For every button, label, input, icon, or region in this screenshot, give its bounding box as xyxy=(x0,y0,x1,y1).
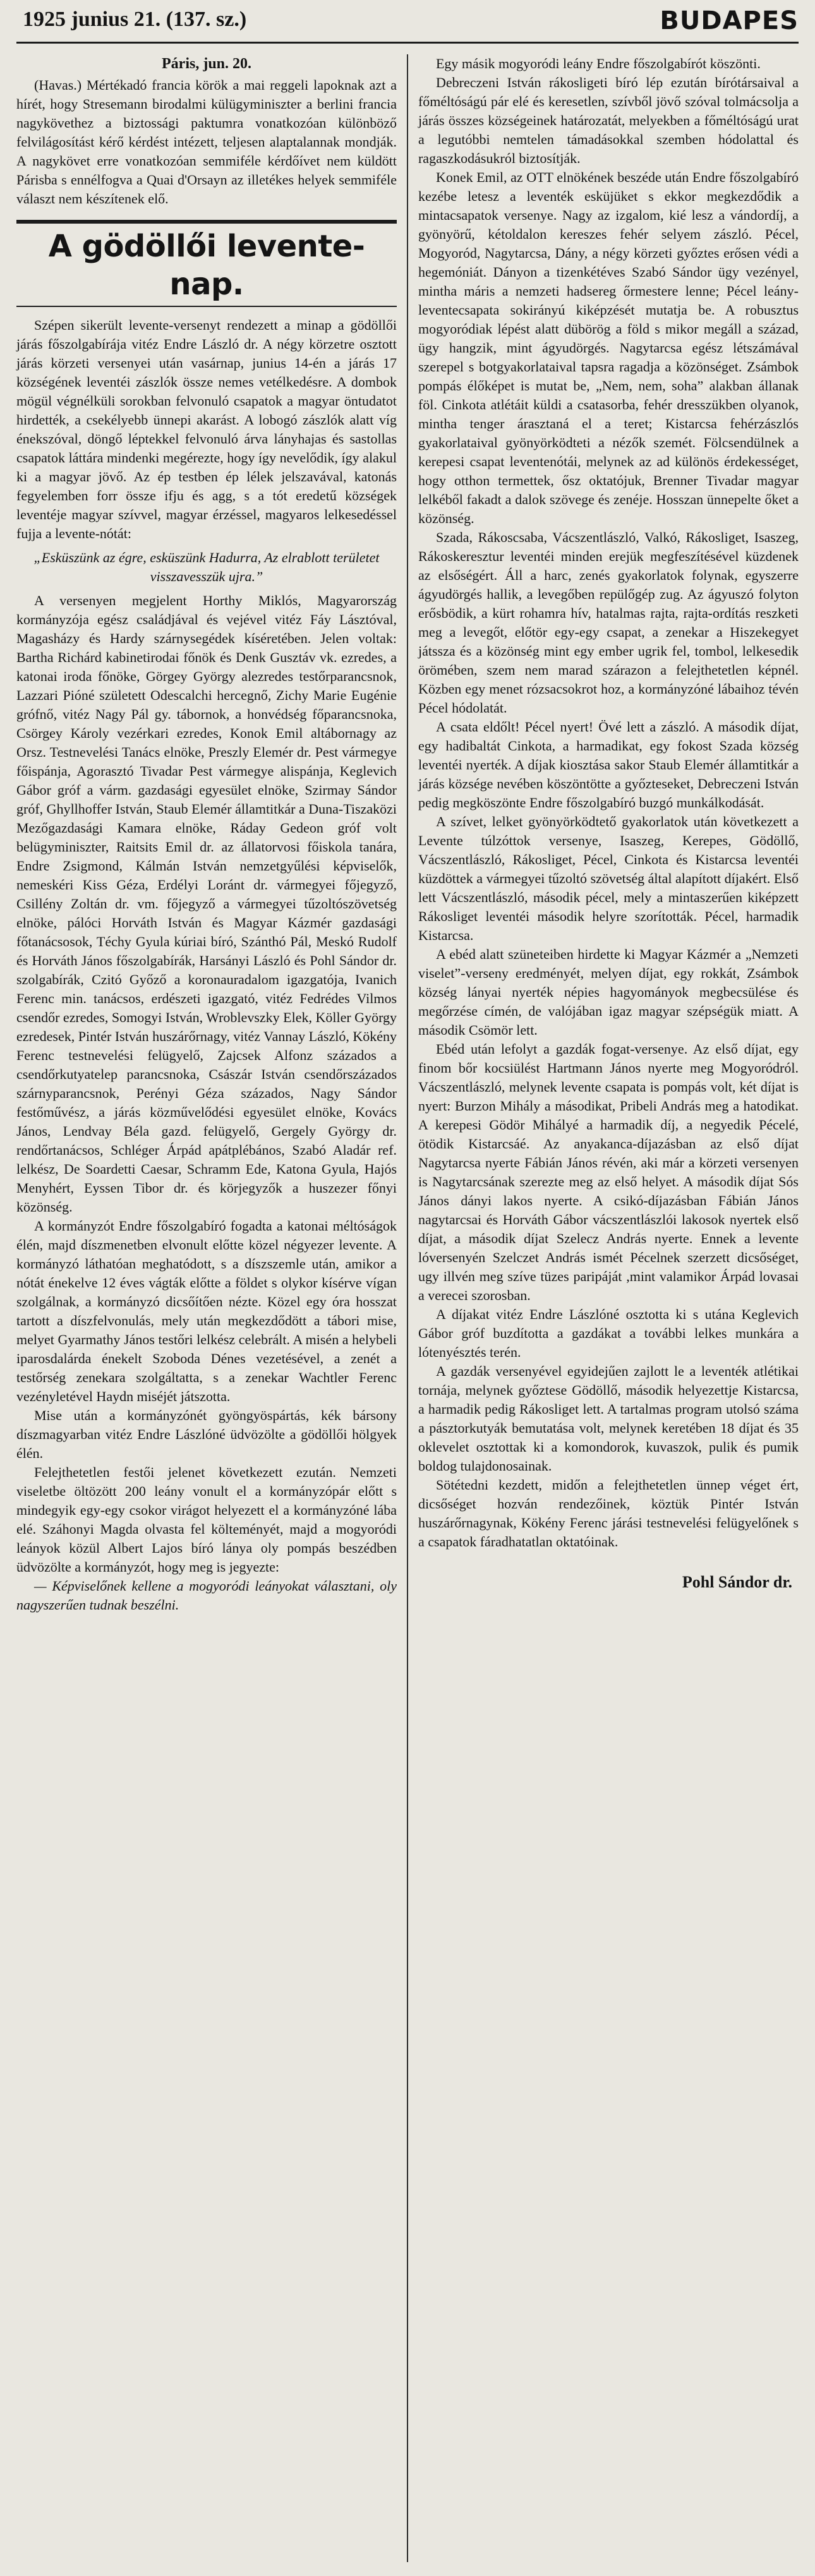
article-columns xyxy=(16,54,799,2562)
article-paragraph-14: Ebéd után lefolyt a gazdák fogat-versenye. Az első díjat, egy finom bőr kocsiülést Hartmann János nyerte meg Mogyoródról. Vácszentlászló, melynek levente csapata is pompás volt, két díjat is nyert: Burzon Mihály a másodikat, Pribeli András meg a hatodikat. A kerepesi Gödör Mihályé a harmadik díj, a negyedik Pécelé, ötödik Kistarcsáé. Az anyakanca-díjazásban az első díjat Nagytarcsa nyerte Fábián János révén, aki már a körzeti versenyen is Nagytarcsának szerezte meg az első helyet. A második díjat Sós János dányi lakos nyerte. A csikó-díjazásban Fábián János nagytarcsai és Horváth Gábor vácszentlászlói lakosok nyertek első díjat, a második díjat Szelecz András nyerte. Ennek a levente lóversenyén Szelczet András ismét Pécelnek szerzett dicsőséget, ugy illvén meg szíve tüzes paripáját ,mint valamikor Árpád lovasai a verecei szorosban. xyxy=(418,1041,799,1303)
article-paragraph-13: A ebéd alatt szüneteiben hirdette ki Magyar Kázmér a „Nemzeti viselet”-verseny eredményét, melyen díjat, egy rokkát, Zsámbok község lányai nyerték népies hagyományok megbecsülése és megőrzése címén, de valójában igaz magyar szépségük miatt. A második Csömör lett. xyxy=(418,946,799,1038)
article-paragraph-3: A kormányzót Endre főszolgabíró fogadta a katonai méltóságok élén, majd díszmenetben elvonult előtte közel négyezer levente. A kormányzó láthatóan meghatódott, s a díszszemle után, amikor a nótát énekelve 12 éves vágták előtte a földet s olykor kísérve vígan szolgálnak, a kormányzó dicsőítően nézte. Közel egy óra hosszat tartott a díszfelvonulás, mely után megkezdődött a tábori mise, melyet Gyarmathy János testőri lelkész celebrált. A misén a helybeli iparosdalárda énekelt Szoboda Dénes vezetésével, a zenét a testőrség zenekara szolgáltatta, s a zenekar Wachtler Ferenc vezényletével Haydn miséjét játszotta. xyxy=(16,1218,397,1404)
left-column xyxy=(16,54,407,2562)
news-dateline: Páris, jun. 20. xyxy=(162,56,252,72)
article-paragraph-7: Egy másik mogyoródi leány Endre főszolgabírót köszönti. xyxy=(435,56,761,71)
article-paragraph-2: A versenyen megjelent Horthy Miklós, Magyarország kormányzója egész családjával és vejével vitéz Fáy Lásztóval, Magasházy és Hardy szárnysegédek kíséretében. Jelen voltak: Bartha Richárd kabinetirodai főnök és Denk Gusztáv vk. ezredes, a katonai iroda főnöke, Görgey György alezredes testőrparancsnok, Lazzari Pióné született Odescalchi hercegnő, Zichy Marie Eugénie grófnő, vitéz Nagy Pál gy. tábornok, a honvédség főparancsnoka, Csörgey Károly vezérkari ezredes, Konok Emil altábornagy az Orsz. Testnevelési Tanács elnöke, Preszly Elemér dr. Pest vármegye főispánja, Agorasztó Tivadar Pest vármegye alispánja, Keglevich Gábor gróf a várm. gazdasági egyesület elnöke, Szirmay Sándor gróf, Ghyllhoffer István, Staub Elemér államtitkár a Duna-Tiszaközi Mezőgazdasági Kamara elnöke, Ráday Gedeon gróf volt belügyminiszter, Raitsits Emil dr. az állatorvosi főiskola tanára, Endre Zsigmond, Kálmán István nemzetgyűlési képviselők, nemeskéri Kiss Géza, Erdélyi Loránt dr. vármegyei főjegyző, Csillény Zoltán dr. vm. főjegyző a vármegyei tűzoltószövetség elnöke, pálóci Horváth István és Magyar Kázmér gazdasági főtanácsosok, Téchy Gyula kúriai bíró, Szánthó Pál, Meskó Rudolf és Horváth János főszolgabírák, Harsányi László és Pohl Sándor dr. szolgabírák, Czitó Győző a koronauradalom igazgatója, Ivanich Ferenc min. tanácsos, erdészeti igazgató, vitéz Fedrédes Vilmos csendőr ezredes, Somogyi István, Wroblevszky Elek, Köller György ezredesek, Pintér István huszárőrnagy, vitéz Vannay László, Kökény Ferenc testnevelési felügyelő, Zajcsek Alfonz százados a csendőrkutyatelep parancsnoka, Császár István csendőrszázados szárnyparancsnok, Perényi Géza százados, Nagy Sándor festőművész, a járás közművelődési egyesület elnöke, Kovács János, Lendvay Béla gazd. felügyelő, Gergely György dr. rendőrtanácsos, Schléger Árpád apátplébános, Szabó Aladár ref. lelkész, De Soardetti Caesar, Schramm Ede, Katona Gyula, Hajós Menyhért, Eyssen Tibor dr. és körjegyzők a huszezer főnyi közönség. xyxy=(16,593,397,1215)
article-paragraph-11: A csata eldőlt! Pécel nyert! Övé lett a zászló. A második díjat, egy hadibaltát Cinkota, a harmadikat, egy fokost Szada község leventéi nyerték. A díjak kiosztása sakor Staub Elemér államtitkár a járás községe nevében köszöntötte a győzteseket, Debreczeni István pedig megköszönte Endre főszolgabíró buzgó munkálkodását. xyxy=(418,719,799,810)
right-column xyxy=(408,54,799,2562)
author-signature: Pohl Sándor dr. xyxy=(682,1573,792,1591)
article-title: A gödöllői levente-nap. xyxy=(16,220,397,307)
article-paragraph-9: Konek Emil, az OTT elnökének beszéde után Endre főszolgabíró kezébe letesz a leventék esküjüket s ekkor megkezdődik a mintacsapatok versenye. Nagy az izgalom, kié lesz a vándordíj, a gyönyörű, kétoldalon kereszes fehér selyem zászló. Pécel, Mogyoród, Nagytarcsa, Dány, a négy körzeti győztes erősen védi a hegemóniát. Dányon a tizenkétéves Szabó Sándor ügy vezényel, mintha máris a nemzeti hadsereg őrmestere lenne; Pécel leány-leventecsapata sokirányú kiképzését mutatja be. A robusztus mogyoródiak lépést alatt dübörög a föld s mikor megáll a század, ügy hangzik, mint ágyudörgés. Nagytarcsa egész létszámával szerepel s botgyakorlataival tapsra ragadja a közönséget. Zsámbok pompás élőképet is mutat be, „Nem, nem, soha” alakban állanak föl. Cinkota atlétáit küldi a csatasorba, fehér dresszükben olyanok, mintha tenger árasztaná el a teret; Kistarcsa fehérzászlós gyakorlataival gyönyörködteti a nézők szemét. Fölcsendülnek a kerepesi csapat leventenótái, melynek az ad különös érdekességet, hogy otthon termettek, ősz oktatójuk, Brenner Tivadar magyar lelkéből fakadt a dalok szövege és zenéje. Hosszan ünnepelte őket a közönség. xyxy=(418,169,799,526)
article-paragraph-1: Szépen sikerült levente-versenyt rendezett a minap a gödöllői járás főszolgabírája vitéz Endre László dr. A négy körzetre osztott járás körzeti versenyei után vasárnap, junius 14-én a járás 17 községének leventéi zászlók össze nemes vetélkedésre. A dombok mögül végnélküli sorokban felvonuló csapatok a magyar öntudatot hirdették, a csekélyebb ünnepi akarást. A lobogó zászlók alatt víg énekszóval, döngő léptekkel felvonuló árva lányhajas és sastollas csapatok láttára mindenki megérezte, hogy így nevelődik, így alakul ki a magyar jövő. Az ép testben ép lélek jelszavával, katonás fegyelemben forr össze ifju és agg, s a tót eredetű községek leventéje magyar szívvel, magyar érzéssel, magyaros lelkesedéssel fujja a levente-nótát: xyxy=(16,317,397,541)
article-paragraph-6: — Képviselőnek kellene a mogyoródi leányokat választani, oly nagyszerűen tudnak beszélni. xyxy=(16,1578,397,1613)
song-quote: „Esküszünk az égre, esküszünk Hadurra, Az elrablott területet visszavesszük ujra.” xyxy=(33,550,380,584)
news-paragraph: (Havas.) Mértékadó francia körök a mai reggeli lapoknak azt a hírét, hogy Stresemann birodalmi külügyminiszter a berlini francia nagykövethez a biztossági paktumra vonatkozóan különböző felvilágosítást kérő kérdést intézett, teljesen alaptalannak mondják. A nagykövet erre vonatkozóan semmiféle kérdőívet nem küldött Párisba s ennélfogva a Quai d'Orsayn az illetékes helyek semmiféle választ nem készítenek elő. xyxy=(16,77,397,207)
newspaper-name: BUDAPES xyxy=(660,6,799,35)
article-paragraph-12: A szívet, lelket gyönyörködtető gyakorlatok után következett a Levente túlzóttok versenye, Isaszeg, Kerepes, Gödöllő, Vácszentlászló, Rákosliget, Pécel, Cinkota és Kistarcsa leventéi küzdöttek a vármegyei tűzoltó szövetség által alapított díjakért. Első lett Vácszentlászló, második pécel, mely a mintaszerűen kiképzett Rákosliget leventéi második helyre szorították. Pécel, harmadik Kistarcsa. xyxy=(418,814,799,943)
article-paragraph-10: Szada, Rákoscsaba, Vácszentlászló, Valkó, Rákosliget, Isaszeg, Rákoskeresztur leventéi minden erejük megfeszítésével küzdenek az elsőségért. Áll a harc, zenés gyakorlatok folynak, egyszerre ágyudörgés hallik, a levegőben repülőgép zug. Az ágyuszó folyton erősbödik, a kürt rohamra hív, hatalmas rajta, rajta-ordítás reszketi meg a levegőt, előtör egy-egy csapat, a zenekar a Hiszekegyet játssza és a közönség mint egy ember ugrik fel, tombol, lelkesedik örömében, szem nem marad szárazon a felejthetetlen képnél. Közben egy menet rózsacsokrot hoz, a kormányzóné lábaihoz tévén Pécel hódolatát. xyxy=(418,529,799,716)
page-header xyxy=(16,0,799,44)
issue-date: 1925 junius 21. (137. sz.) xyxy=(23,8,247,31)
article-paragraph-17: Sötétedni kezdett, midőn a felejthetetlen ünnep véget ért, dicsőséget hozván rendezőinek, köztük Pintér István huszárőrnagynak, Kökény Ferenc járási testnevelési felügyelőnek s a csapatok fáradhatatlan oktatóinak. xyxy=(418,1477,799,1550)
article-paragraph-15: A díjakat vitéz Endre Lászlóné osztotta ki s utána Keglevich Gábor gróf buzdította a gazdákat a további lelkes munkára a lótenyésztés terén. xyxy=(418,1306,799,1360)
article-paragraph-5: Felejthetetlen festői jelenet következett ezután. Nemzeti viseletbe öltözött 200 leány vonult el a kormányzópár előtt s mindegyik egy-egy csokor virágot helyezett el a kormányzóné lába elé. Száhonyi Magda olvasta fel költeményét, majd a mogyoródi leányok közül Albert Lajos bíró lánya oly pompás beszédben üdvözölte a kormányzót, hogy meg is jegyezte: xyxy=(16,1464,397,1575)
article-paragraph-4: Mise után a kormányzónét gyöngyöspártás, kék bársony díszmagyarban vitéz Endre Lászlóné üdvözölte a gödöllői hölgyek élén. xyxy=(16,1407,397,1461)
article-paragraph-16: A gazdák versenyével egyidejűen zajlott le a leventék atlétikai tornája, melynek győztese Gödöllő, második helyezettje Kistarcsa, a harmadik pedig Rákosliget lett. A tartalmas program utolsó száma a pásztorkutyák bemutatása volt, melynek keretében 18 díjat és 35 oklevelet osztottak ki a komondorok, kuvaszok, pulik és pumik boldog tulajdonosainak. xyxy=(418,1363,799,1474)
article-paragraph-8: Debreczeni István rákosligeti bíró lép ezután bírótársaival a főméltóságú pár elé és keresetlen, szívből jövő szóval tolmácsolja a járás összes községeinek határozatát, melyekben a főméltóságú urat a legutóbbi nemtelen támadásokkal szemben hódolattal és ragaszkodásukról biztosítják. xyxy=(418,75,799,166)
